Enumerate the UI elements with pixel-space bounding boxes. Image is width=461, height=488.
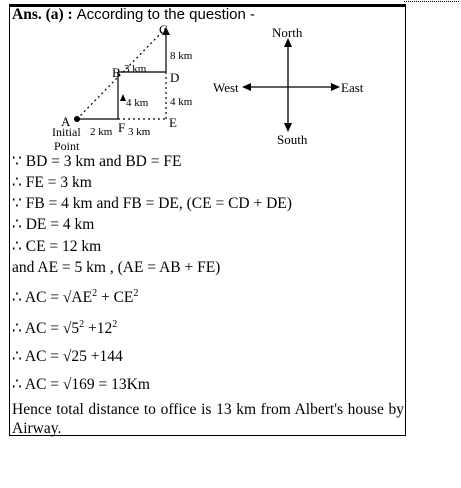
top-dotted-rule bbox=[404, 1, 459, 2]
label-B: B bbox=[112, 65, 121, 80]
radicand: $AE^2 + CE^2$ bbox=[71, 287, 139, 306]
math-result: = 13Km bbox=[94, 376, 150, 393]
step-line-2: ∴ FE = 3 km bbox=[12, 174, 92, 191]
math-prefix: ∴ AC = bbox=[12, 289, 63, 306]
sqrt-symbol: √ bbox=[62, 348, 72, 365]
label-east: East bbox=[341, 80, 364, 95]
label-west: West bbox=[213, 80, 239, 95]
radicand: $5^2 +12^2$ bbox=[71, 318, 118, 337]
step-line-3: ∵ FB = 4 km and FB = DE, (CE = CD + DE) bbox=[12, 195, 292, 212]
radicand: 169 bbox=[71, 376, 95, 393]
sqrt-symbol: √ bbox=[62, 289, 72, 306]
airway-line bbox=[77, 28, 166, 119]
math-prefix: ∴ AC = bbox=[12, 376, 63, 393]
sqrt-symbol: √ bbox=[62, 320, 72, 337]
step-line-1: ∵ BD = 3 km and BD = FE bbox=[12, 153, 182, 170]
label-E: E bbox=[169, 115, 177, 130]
math-line-3 bbox=[12, 348, 123, 366]
step-line-6: and AE = 5 km , (AE = AB + FE) bbox=[12, 259, 221, 276]
path-diagram bbox=[40, 22, 210, 152]
math-line-1 bbox=[12, 289, 138, 307]
step-line-5: ∴ CE = 12 km bbox=[12, 238, 102, 255]
dist-DC: 8 km bbox=[170, 50, 193, 62]
sqrt-symbol: √ bbox=[62, 376, 72, 393]
math-line-4 bbox=[12, 376, 150, 394]
compass bbox=[210, 24, 370, 150]
label-F: F bbox=[118, 120, 126, 135]
label-C: C bbox=[159, 22, 168, 37]
label-D: D bbox=[170, 70, 180, 85]
label-north: North bbox=[272, 25, 303, 40]
dist-BD: 3 km bbox=[124, 63, 147, 75]
east-arrow-icon bbox=[331, 83, 340, 91]
west-arrow-icon bbox=[242, 83, 251, 91]
radicand: 25 +144 bbox=[71, 348, 123, 365]
dist-DE: 4 km bbox=[170, 96, 193, 108]
answer-label: Ans. (a) : bbox=[12, 6, 73, 23]
answer-intro: According to the question - bbox=[76, 6, 256, 23]
label-south: South bbox=[277, 132, 308, 147]
point-A bbox=[74, 116, 80, 122]
south-arrow-icon bbox=[284, 123, 292, 132]
dist-FE: 3 km bbox=[128, 126, 151, 138]
conclusion-text: Hence total distance to office is 13 km from Albert's house by Airway. bbox=[12, 401, 404, 437]
initial-label: Initial bbox=[52, 125, 81, 139]
math-line-2 bbox=[12, 320, 117, 338]
point-label: Point bbox=[54, 139, 80, 152]
math-prefix: ∴ AC = bbox=[12, 320, 63, 337]
dist-FB: 4 km bbox=[126, 97, 149, 109]
dist-AF: 2 km bbox=[90, 126, 113, 138]
step-line-4: ∴ DE = 4 km bbox=[12, 216, 95, 233]
math-prefix: ∴ AC = bbox=[12, 348, 63, 365]
label-A: A bbox=[61, 114, 71, 129]
